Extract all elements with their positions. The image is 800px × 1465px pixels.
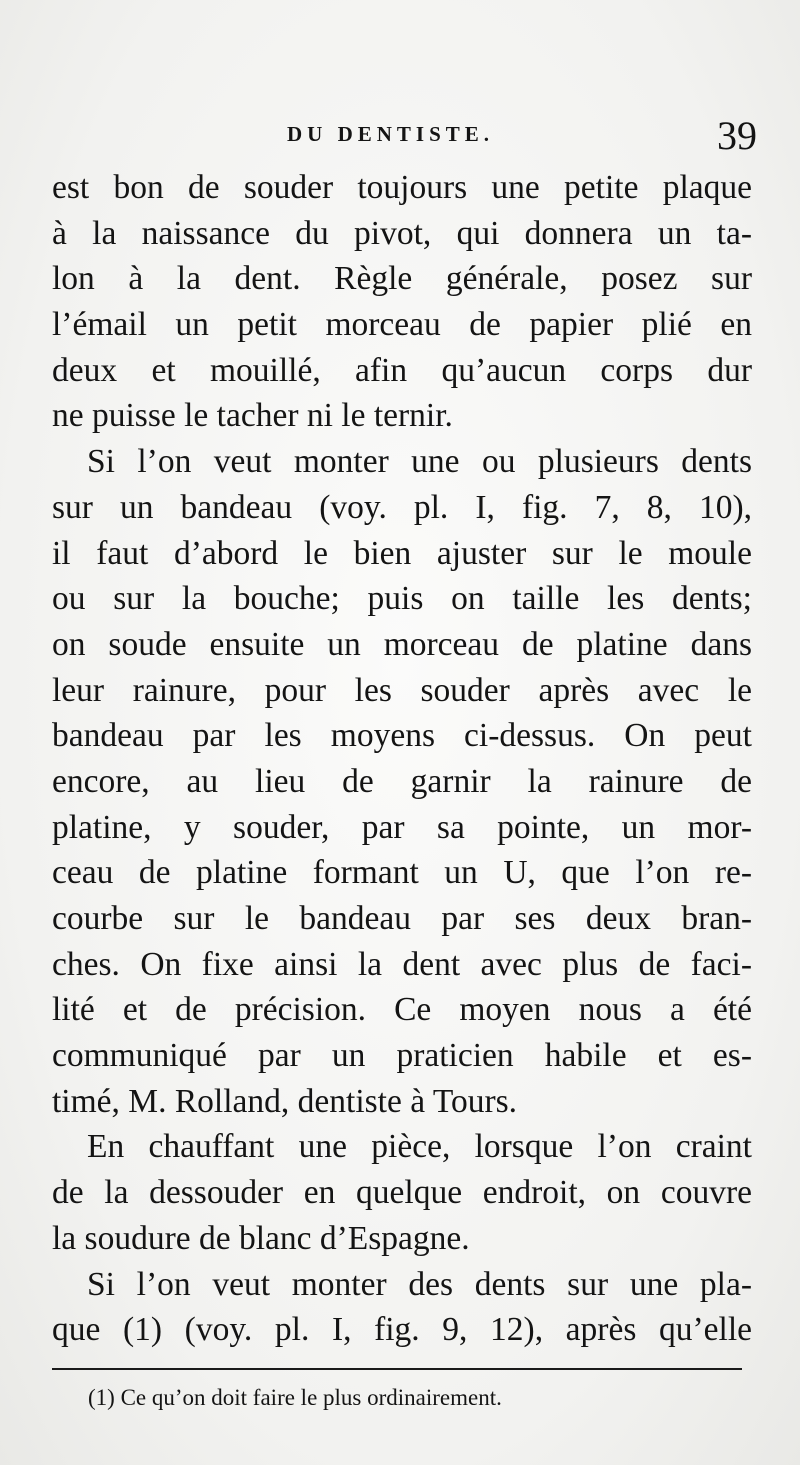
text-line: de la dessouder en quelque endroit, on couvre [52,1174,752,1212]
text-line: bandeau par les moyens ci-dessus. On peut [52,717,752,755]
text-line: est bon de souder toujours une petite plaque [52,169,752,206]
text-line: ne puisse le tacher ni le ternir. [52,397,453,435]
footnote: (1) Ce qu’on doit faire le plus ordinairement. [88,1385,502,1410]
text-line: En chauffant une pièce, lorsque l’on craint [87,1128,752,1166]
text-line: à la naissance du pivot, qui donnera un ta- [52,214,752,252]
text-line: Si l’on veut monter une ou plusieurs dents [87,443,752,481]
text-line: l’émail un petit morceau de papier plié en [52,306,752,344]
text-line: ceau de platine formant un U, que l’on re- [52,854,752,892]
text-line: que (1) (voy. pl. I, fig. 9, 12), après qu’elle [52,1311,752,1349]
text-line: lité et de précision. Ce moyen nous a été [52,991,752,1029]
text-line: timé, M. Rolland, dentiste à Tours. [52,1082,518,1120]
text-line: ou sur la bouche; puis on taille les dents; [52,580,752,618]
footnote-rule [52,1368,742,1370]
text-line: deux et mouillé, afin qu’aucun corps dur [52,351,752,389]
text-line: leur rainure, pour les souder après avec le [52,671,752,709]
page-number: 39 [717,113,757,158]
text-line: lon à la dent. Règle générale, posez sur [52,260,752,298]
text-line: courbe sur le bandeau par ses deux bran- [52,900,752,937]
text-line: la soudure de blanc d’Espagne. [52,1219,470,1257]
text-line: sur un bandeau (voy. pl. I, fig. 7, 8, 10), [52,488,752,526]
text-line: on soude ensuite un morceau de platine dans [52,625,752,663]
text-line: platine, y souder, par sa pointe, un mor- [52,808,752,846]
text-line: Si l’on veut monter des dents sur une pla- [87,1265,752,1303]
body-text [52,165,752,1353]
page-header [52,112,757,162]
text-line: ches. On fixe ainsi la dent avec plus de faci- [52,945,752,983]
text-line: il faut d’abord le bien ajuster sur le moule [52,534,752,572]
running-head: DU DENTISTE. [287,122,495,146]
text-line: communiqué par un praticien habile et es- [52,1037,752,1075]
text-line: encore, au lieu de garnir la rainure de [52,762,752,800]
